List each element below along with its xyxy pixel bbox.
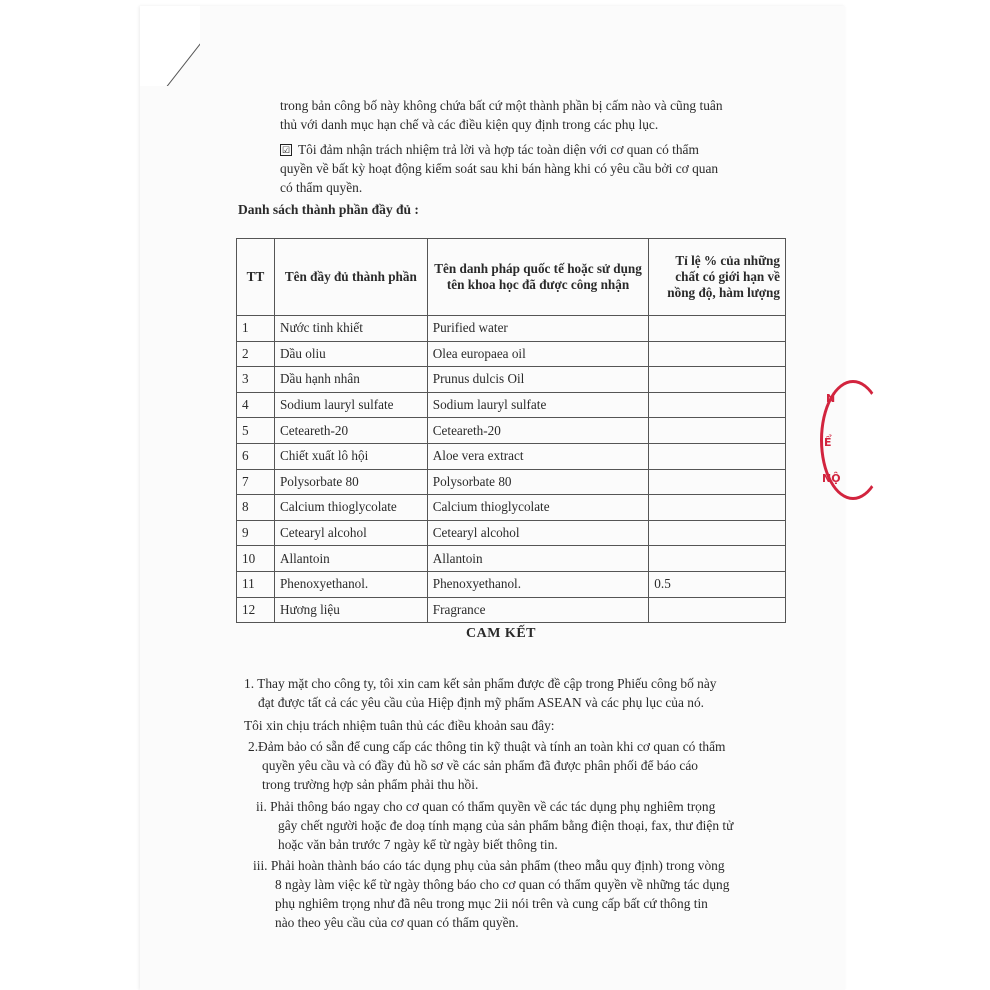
cell-name: Chiết xuất lô hội	[274, 443, 427, 469]
cell-inci: Polysorbate 80	[427, 469, 649, 495]
table-row	[237, 392, 786, 418]
cell-name: Dầu oliu	[274, 341, 427, 367]
commitment-line: hoặc văn bản trước 7 ngày kể từ ngày biết thông tin.	[278, 837, 558, 852]
cell-tt: 6	[237, 443, 275, 469]
commitment-title: CAM KẾT	[466, 626, 536, 641]
cell-pct	[649, 546, 786, 572]
cell-name: Allantoin	[274, 546, 427, 572]
cell-name: Nước tinh khiết	[274, 316, 427, 342]
cell-inci: Calcium thioglycolate	[427, 495, 649, 521]
cell-pct	[649, 443, 786, 469]
cell-tt: 2	[237, 341, 275, 367]
header-inci-name: Tên danh pháp quốc tế hoặc sử dụng tên khoa học đã được công nhận	[427, 239, 649, 316]
cell-name: Calcium thioglycolate	[274, 495, 427, 521]
commitment-note: Tôi xin chịu trách nhiệm tuân thủ các điều khoản sau đây:	[244, 718, 555, 733]
table-row	[237, 341, 786, 367]
table-body	[237, 316, 786, 623]
intro-line: thủ với danh mục hạn chế và các điều kiện quy định trong các phụ lục.	[280, 117, 659, 132]
cell-inci: Allantoin	[427, 546, 649, 572]
cell-tt: 5	[237, 418, 275, 444]
cell-name: Sodium lauryl sulfate	[274, 392, 427, 418]
table-row	[237, 597, 786, 623]
commitment-line: gây chết người hoặc đe doạ tính mạng của sản phẩm bằng điện thoại, fax, thư điện tử	[278, 818, 734, 833]
cell-tt: 8	[237, 495, 275, 521]
cell-inci: Olea europaea oil	[427, 341, 649, 367]
commitment-line: quyền yêu cầu và có đầy đủ hồ sơ về các sản phẩm đã được phân phối để báo cáo	[262, 758, 699, 773]
cell-inci: Phenoxyethanol.	[427, 571, 649, 597]
cell-inci: Prunus dulcis Oil	[427, 367, 649, 393]
cell-pct	[649, 597, 786, 623]
seal-text: N	[826, 392, 836, 405]
cell-name: Ceteareth-20	[274, 418, 427, 444]
table-row	[237, 520, 786, 546]
header-full-name: Tên đầy đủ thành phần	[274, 239, 427, 316]
cell-inci: Cetearyl alcohol	[427, 520, 649, 546]
cell-inci: Ceteareth-20	[427, 418, 649, 444]
commitment-line: ii. Phải thông báo ngay cho cơ quan có thẩm quyền về các tác dụng phụ nghiêm trọng	[256, 799, 716, 814]
cell-tt: 12	[237, 597, 275, 623]
ingredient-list-title: Danh sách thành phần đầy đủ :	[238, 202, 419, 217]
cell-pct	[649, 520, 786, 546]
cell-name: Dầu hạnh nhân	[274, 367, 427, 393]
cell-inci: Purified water	[427, 316, 649, 342]
statement-line: có thẩm quyền.	[280, 180, 363, 195]
commitment-item-iii	[253, 856, 788, 932]
intro-paragraph	[280, 96, 790, 134]
table-row	[237, 469, 786, 495]
commitment-line: phụ nghiêm trọng như đã nêu trong mục 2ii nói trên và cung cấp bất cứ thông tin	[275, 896, 708, 911]
commitment-line: đạt được tất cả các yêu cầu của Hiệp định mỹ phẩm ASEAN và các phụ lục của nó.	[258, 695, 705, 710]
cell-pct	[649, 469, 786, 495]
red-seal-stamp	[818, 378, 858, 498]
seal-text: Ể	[824, 436, 832, 449]
cell-pct	[649, 392, 786, 418]
commitment-line: 8 ngày làm việc kể từ ngày thông báo cho cơ quan có thẩm quyền về những tác dụng	[275, 877, 730, 892]
statement-line: Tôi đảm nhận trách nhiệm trả lời và hợp tác toàn diện với cơ quan có thẩm	[298, 142, 699, 157]
cell-tt: 9	[237, 520, 275, 546]
commitment-line: 1. Thay mặt cho công ty, tôi xin cam kết sản phẩm được đề cập trong Phiếu công bố này	[244, 676, 717, 691]
cell-inci: Aloe vera extract	[427, 443, 649, 469]
table-row	[237, 418, 786, 444]
ingredient-table	[236, 238, 786, 623]
table-row	[237, 367, 786, 393]
table-row	[237, 571, 786, 597]
table-row	[237, 546, 786, 572]
cell-inci: Fragrance	[427, 597, 649, 623]
responsibility-statement	[280, 140, 790, 197]
table-header-row	[237, 239, 786, 316]
table-row	[237, 316, 786, 342]
header-percentage: Tỉ lệ % của những chất có giới hạn về nồng độ, hàm lượng	[649, 239, 786, 316]
seal-text: NỘ	[822, 472, 841, 485]
header-tt: TT	[237, 239, 275, 316]
commitment-line: nào theo yêu cầu của cơ quan có thẩm quyền.	[275, 915, 519, 930]
cell-name: Phenoxyethanol.	[274, 571, 427, 597]
cell-name: Hương liệu	[274, 597, 427, 623]
cell-pct: 0.5	[649, 571, 786, 597]
cell-pct	[649, 418, 786, 444]
cell-tt: 1	[237, 316, 275, 342]
cell-pct	[649, 316, 786, 342]
commitment-line: iii. Phải hoàn thành báo cáo tác dụng phụ của sản phẩm (theo mẫu quy định) trong vòng	[253, 858, 725, 873]
commitment-item-ii	[256, 797, 786, 854]
statement-line: quyền về bất kỳ hoạt động kiểm soát sau khi bán hàng khi có yêu cầu bởi cơ quan	[280, 161, 719, 176]
cell-tt: 11	[237, 571, 275, 597]
commitment-item-1	[244, 674, 784, 712]
cell-tt: 3	[237, 367, 275, 393]
folded-corner	[140, 6, 200, 86]
commitment-item-2	[248, 737, 788, 794]
cell-tt: 10	[237, 546, 275, 572]
checked-checkbox-icon: ☑	[281, 145, 291, 155]
commitment-line: 2.Đảm bảo có sẵn để cung cấp các thông tin kỹ thuật và tính an toàn khi cơ quan có thẩm	[248, 739, 726, 754]
cell-pct	[649, 495, 786, 521]
cell-inci: Sodium lauryl sulfate	[427, 392, 649, 418]
cell-pct	[649, 367, 786, 393]
cell-tt: 7	[237, 469, 275, 495]
table-row	[237, 443, 786, 469]
table-row	[237, 495, 786, 521]
cell-name: Cetearyl alcohol	[274, 520, 427, 546]
cell-tt: 4	[237, 392, 275, 418]
commitment-line: trong trường hợp sản phẩm phải thu hồi.	[262, 777, 479, 792]
cell-name: Polysorbate 80	[274, 469, 427, 495]
intro-line: trong bản công bố này không chứa bất cứ một thành phần bị cấm nào và cũng tuân	[280, 98, 723, 113]
cell-pct	[649, 341, 786, 367]
